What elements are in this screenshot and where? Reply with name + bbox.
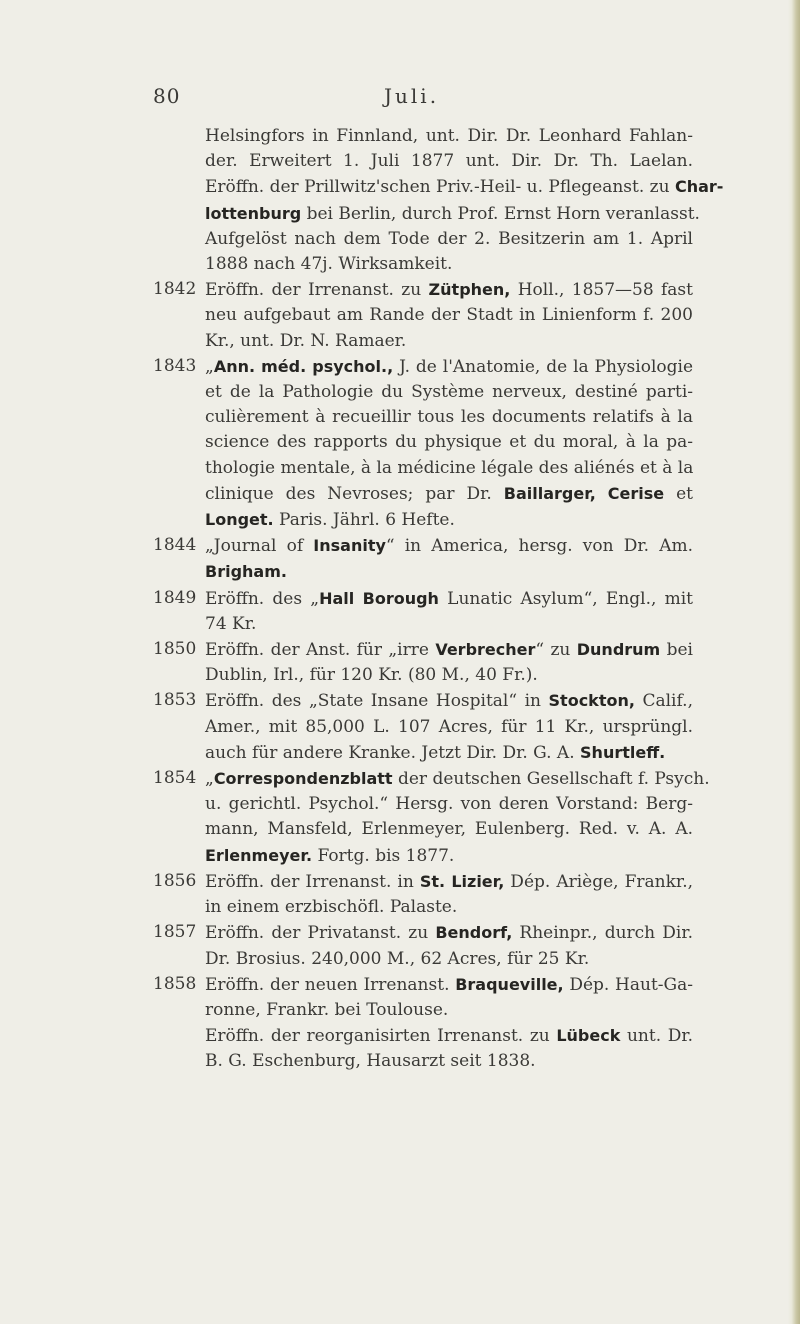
chronology-entry xyxy=(153,869,693,920)
chronology-entry xyxy=(153,766,710,869)
line-text: „Journal of xyxy=(205,536,314,557)
line-text: ronne, Frankr. bei Toulouse. xyxy=(205,999,449,1020)
text-line xyxy=(205,329,693,354)
line-text: et xyxy=(664,483,694,504)
emphasized-name: Char- xyxy=(674,177,724,197)
line-text: Eröffn. der Anst. für „irre xyxy=(205,640,436,661)
line-text: Eröffn. der Privatanst. zu xyxy=(205,923,436,944)
chronology-entry xyxy=(153,688,693,766)
line-text: B. G. Eschenburg, Hausarzt seit 1838. xyxy=(205,1051,536,1072)
chronology-entry xyxy=(153,637,693,688)
emphasized-name: lottenburg xyxy=(205,203,302,223)
line-text: Dr. Brosius. 240,000 M., 62 Acres, für 25 Kr. xyxy=(205,948,590,969)
chronology-entry xyxy=(153,1023,693,1074)
emphasized-name: Shurtleff. xyxy=(580,742,666,762)
line-text: science des rapports du physique et du moral, à la pa- xyxy=(205,432,693,453)
entry-year: 1856 xyxy=(153,870,197,891)
emphasized-name: Dundrum xyxy=(576,640,661,660)
emphasized-name: Verbrecher xyxy=(435,640,536,660)
line-text: „ xyxy=(205,769,214,790)
text-line xyxy=(205,1049,693,1074)
line-text: in einem erzbischöfl. Palaste. xyxy=(205,897,458,918)
line-text: Amer., mit 85,000 L. 107 Acres, für 11 Kr., ursprüngl. xyxy=(205,716,693,737)
line-text: Rheinpr., durch Dir. xyxy=(512,923,693,944)
text-line xyxy=(205,663,693,688)
line-text: et de la Pathologie du Système nerveux, destiné parti- xyxy=(205,382,693,403)
line-text: Dép. Ariège, Frankr., xyxy=(504,871,693,892)
text-line xyxy=(205,998,693,1023)
line-text: Eröffn. der Prillwitz'schen Priv.-Heil- u. Pflegeanst. zu xyxy=(205,177,675,198)
text-line xyxy=(205,715,693,740)
line-text: 74 Kr. xyxy=(205,613,257,634)
line-text: J. de l'Anatomie, de la Physiologie xyxy=(393,356,694,377)
page-edge xyxy=(788,0,800,1324)
emphasized-name: Insanity xyxy=(313,536,386,556)
line-text: der deutschen Gesellschaft f. Psych. xyxy=(392,769,710,790)
line-text: thologie mentale, à la médicine légale des aliénés et à la xyxy=(205,457,694,478)
text-line xyxy=(205,920,693,946)
entry-year: 1850 xyxy=(153,639,197,660)
line-text: unt. Dr. xyxy=(620,1026,694,1047)
line-text: Aufgelöst nach dem Tode der 2. Besitzerin am 1. April xyxy=(205,228,693,249)
emphasized-name: Ann. méd. psychol., xyxy=(213,356,394,376)
text-line xyxy=(205,507,693,533)
text-line xyxy=(205,869,693,895)
text-line xyxy=(205,252,693,277)
emphasized-name: Erlenmeyer. xyxy=(205,845,313,865)
text-line xyxy=(205,481,693,507)
text-line xyxy=(205,405,693,430)
text-line xyxy=(205,792,693,817)
emphasized-name: Brigham. xyxy=(205,562,287,582)
emphasized-name: Lübeck xyxy=(556,1026,621,1046)
chronology-entry xyxy=(153,972,693,1023)
page-header xyxy=(0,84,800,112)
running-head: Juli. xyxy=(384,84,440,108)
text-line xyxy=(205,740,693,766)
text-line xyxy=(205,612,693,637)
line-text: Lunatic Asylum“, Engl., mit xyxy=(438,588,694,609)
text-line xyxy=(205,559,693,585)
line-text: Eröffn. der Irrenanst. in xyxy=(205,871,420,892)
line-text: Eröffn. des „State Insane Hospital“ in xyxy=(205,691,549,712)
chronology-entry xyxy=(153,586,693,637)
text-line xyxy=(205,277,693,303)
line-text: “ zu xyxy=(535,640,577,661)
text-line xyxy=(205,817,693,842)
emphasized-name: Zütphen, xyxy=(428,280,511,300)
line-text: Fortg. bis 1877. xyxy=(312,845,455,866)
line-text: 1888 nach 47j. Wirksamkeit. xyxy=(205,254,453,275)
line-text: der. Erweitert 1. Juli 1877 unt. Dir. Dr. Th. Laelan. xyxy=(205,151,693,172)
text-line xyxy=(205,533,693,559)
chronology-entry xyxy=(153,920,693,971)
line-text: clinique des Nevroses; par Dr. xyxy=(205,483,504,504)
entry-year: 1849 xyxy=(153,587,197,608)
line-text: „ xyxy=(205,356,214,377)
line-text: auch für andere Kranke. Jetzt Dir. Dr. G. A. xyxy=(205,742,581,763)
emphasized-name: Correspondenzblatt xyxy=(213,769,393,789)
emphasized-name: Stockton, xyxy=(548,691,635,711)
line-text xyxy=(596,484,608,504)
text-line xyxy=(205,972,693,998)
line-text: Calif., xyxy=(634,691,693,712)
entry-year: 1853 xyxy=(153,690,197,711)
line-text: Eröffn. der reorganisirten Irrenanst. zu xyxy=(205,1026,557,1047)
line-text: culièrement à recueillir tous les documents relatifs à la xyxy=(205,407,693,428)
line-text: bei Berlin, durch Prof. Ernst Horn veranlasst. xyxy=(301,203,700,224)
emphasized-name: Braqueville, xyxy=(455,974,564,994)
emphasized-name: Longet. xyxy=(205,510,274,530)
text-line xyxy=(205,688,693,714)
entry-year: 1854 xyxy=(153,768,197,789)
chronology-entry xyxy=(153,354,693,533)
entry-year: 1844 xyxy=(153,535,197,556)
text-line xyxy=(205,586,693,612)
line-text: Eröffn. der Irrenanst. zu xyxy=(205,280,429,301)
line-text: bei xyxy=(660,640,693,661)
text-line xyxy=(205,354,693,380)
page-number: 80 xyxy=(153,84,181,108)
line-text: Eröffn. der neuen Irrenanst. xyxy=(205,974,456,995)
line-text: Helsingfors in Finnland, unt. Dir. Dr. Leonhard Fahlan- xyxy=(205,126,693,146)
text-line xyxy=(205,430,693,455)
text-line xyxy=(205,227,693,252)
text-line xyxy=(205,149,693,174)
text-line xyxy=(205,766,710,792)
line-text: Holl., 1857—58 fast xyxy=(510,280,693,301)
text-line xyxy=(205,843,693,869)
line-text: Kr., unt. Dr. N. Ramaer. xyxy=(205,330,407,351)
emphasized-name: Baillarger, xyxy=(503,483,596,503)
entry-year: 1842 xyxy=(153,279,197,300)
text-line xyxy=(205,303,693,328)
text-line xyxy=(205,895,693,920)
entry-year: 1843 xyxy=(153,355,197,376)
line-text: Paris. Jährl. 6 Hefte. xyxy=(273,510,455,531)
entry-year: 1857 xyxy=(153,922,197,943)
chronology-entries xyxy=(153,124,724,1075)
line-text: mann, Mansfeld, Erlenmeyer, Eulenberg. Red. v. A. A. xyxy=(205,819,693,840)
text-line xyxy=(205,637,693,663)
text-line xyxy=(205,947,693,972)
line-text: Eröffn. des „ xyxy=(205,588,320,609)
line-text: Dublin, Irl., für 120 Kr. (80 M., 40 Fr.). xyxy=(205,665,538,686)
line-text: Dép. Haut-Ga- xyxy=(563,974,694,995)
chronology-entry xyxy=(153,124,724,277)
chronology-entry xyxy=(153,533,693,585)
emphasized-name: Hall Borough xyxy=(319,588,439,608)
emphasized-name: Bendorf, xyxy=(435,923,513,943)
text-line xyxy=(205,201,700,227)
text-line xyxy=(205,380,693,405)
emphasized-name: Cerise xyxy=(607,483,665,503)
entry-year: 1858 xyxy=(153,973,197,994)
emphasized-name: St. Lizier, xyxy=(419,871,505,891)
line-text: neu aufgebaut am Rande der Stadt in Linienform f. 200 xyxy=(205,305,693,326)
text-line xyxy=(205,1023,693,1049)
text-line xyxy=(205,124,693,149)
text-line xyxy=(205,174,724,200)
text-line xyxy=(205,456,693,481)
line-text: “ in America, hersg. von Dr. Am. xyxy=(385,536,693,557)
chronology-entry xyxy=(153,277,693,354)
line-text: u. gerichtl. Psychol.“ Hersg. von deren Vorstand: Berg- xyxy=(205,794,693,815)
